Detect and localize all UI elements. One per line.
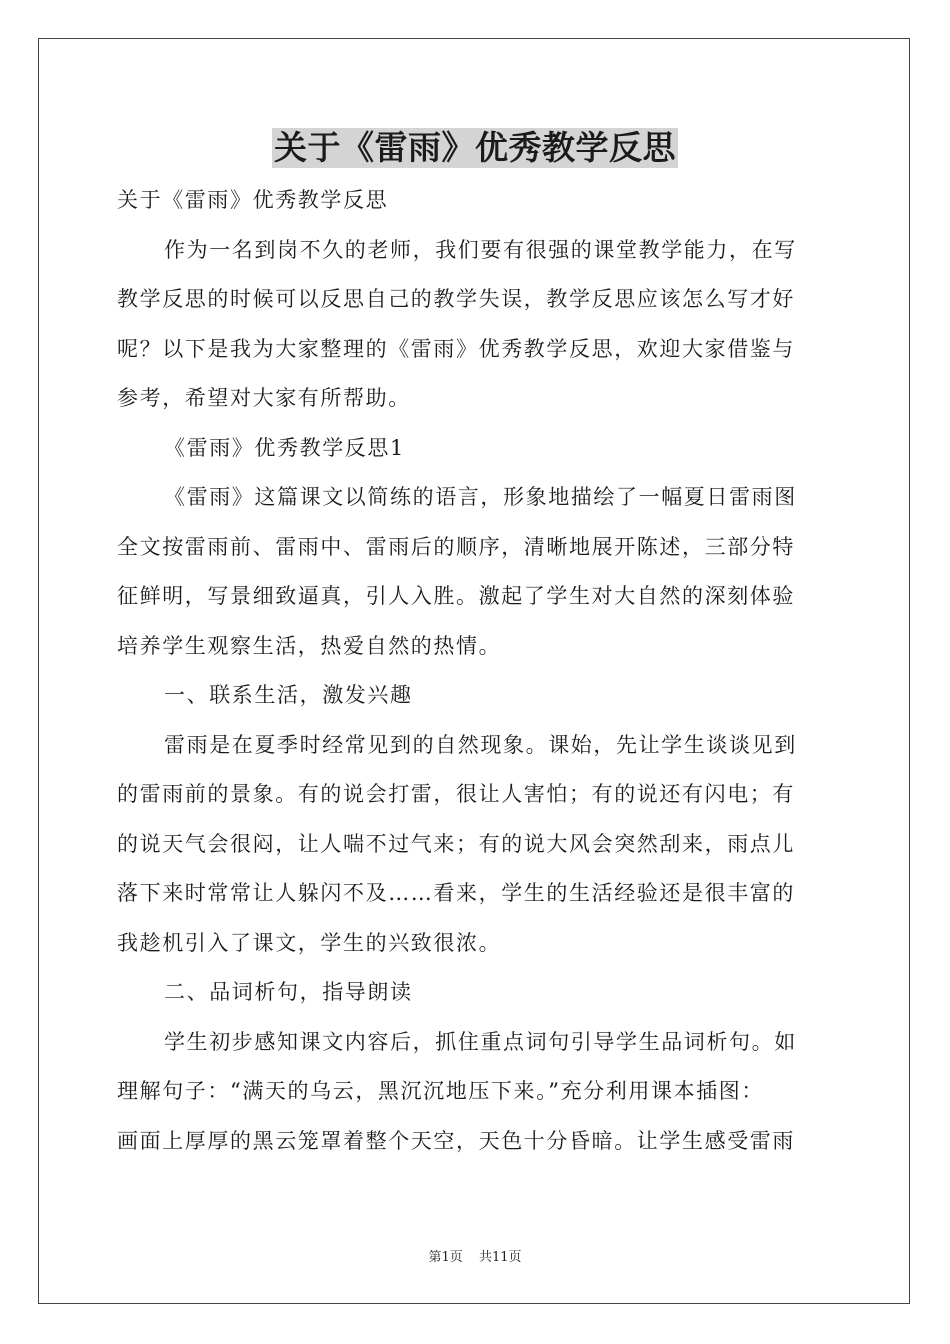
page-number: 第1页: [428, 1250, 463, 1265]
text-line: 《雷雨》这篇课文以简练的语言，形象地描绘了一幅夏日雷雨图: [164, 485, 797, 509]
text-line: 的说天气会很闷，让人喘不过气来；有的说大风会突然刮来，雨点儿: [117, 831, 795, 856]
text-line: 关于《雷雨》优秀教学反思: [117, 188, 389, 212]
text-line: 呢？以下是我为大家整理的《雷雨》优秀教学反思，欢迎大家借鉴与: [117, 336, 795, 361]
text-line: 的雷雨前的景象。有的说会打雷，很让人害怕；有的说还有闪电；有: [117, 782, 795, 806]
text-line: 落下来时常常让人躲闪不及……看来，学生的生活经验还是很丰富的: [117, 881, 795, 905]
text-line: 《雷雨》优秀教学反思1: [164, 435, 405, 460]
page-footer: [0, 1246, 950, 1265]
text-line: 培养学生观察生活，热爱自然的热情。: [117, 633, 502, 658]
text-line: 画面上厚厚的黑云笼罩着整个天空，天色十分昏暗。让学生感受雷雨: [117, 1128, 795, 1153]
text-line: 教学反思的时候可以反思自己的教学失误，教学反思应该怎么写才好: [117, 287, 795, 311]
text-line: 参考，希望对大家有所帮助。: [117, 386, 411, 410]
text-line: 二、品词析句，指导朗读: [164, 980, 413, 1004]
document-body: [117, 176, 833, 1166]
text-line: 全文按雷雨前、雷雨中、雷雨后的顺序，清晰地展开陈述，三部分特: [117, 534, 795, 559]
text-line: 学生初步感知课文内容后，抓住重点词句引导学生品词析句。如: [164, 1029, 797, 1054]
text-line: 雷雨是在夏季时经常见到的自然现象。课始，先让学生谈谈见到: [164, 732, 797, 757]
paragraph-lines: [117, 176, 833, 1166]
title-container: [0, 128, 950, 168]
text-line: 征鲜明，写景细致逼真，引人入胜。激起了学生对大自然的深刻体验: [117, 584, 795, 608]
document-title: 关于《雷雨》优秀教学反思: [274, 128, 676, 167]
text-line: 理解句子：“满天的乌云，黑沉沉地压下来。”充分利用课本插图：: [117, 1079, 764, 1103]
text-line: 作为一名到岗不久的老师，我们要有很强的课堂教学能力，在写: [164, 237, 797, 262]
text-line: 我趁机引入了课文，学生的兴致很浓。: [117, 930, 502, 955]
page-total: 共11页: [478, 1250, 522, 1265]
text-line: 一、联系生活，激发兴趣: [164, 683, 413, 707]
